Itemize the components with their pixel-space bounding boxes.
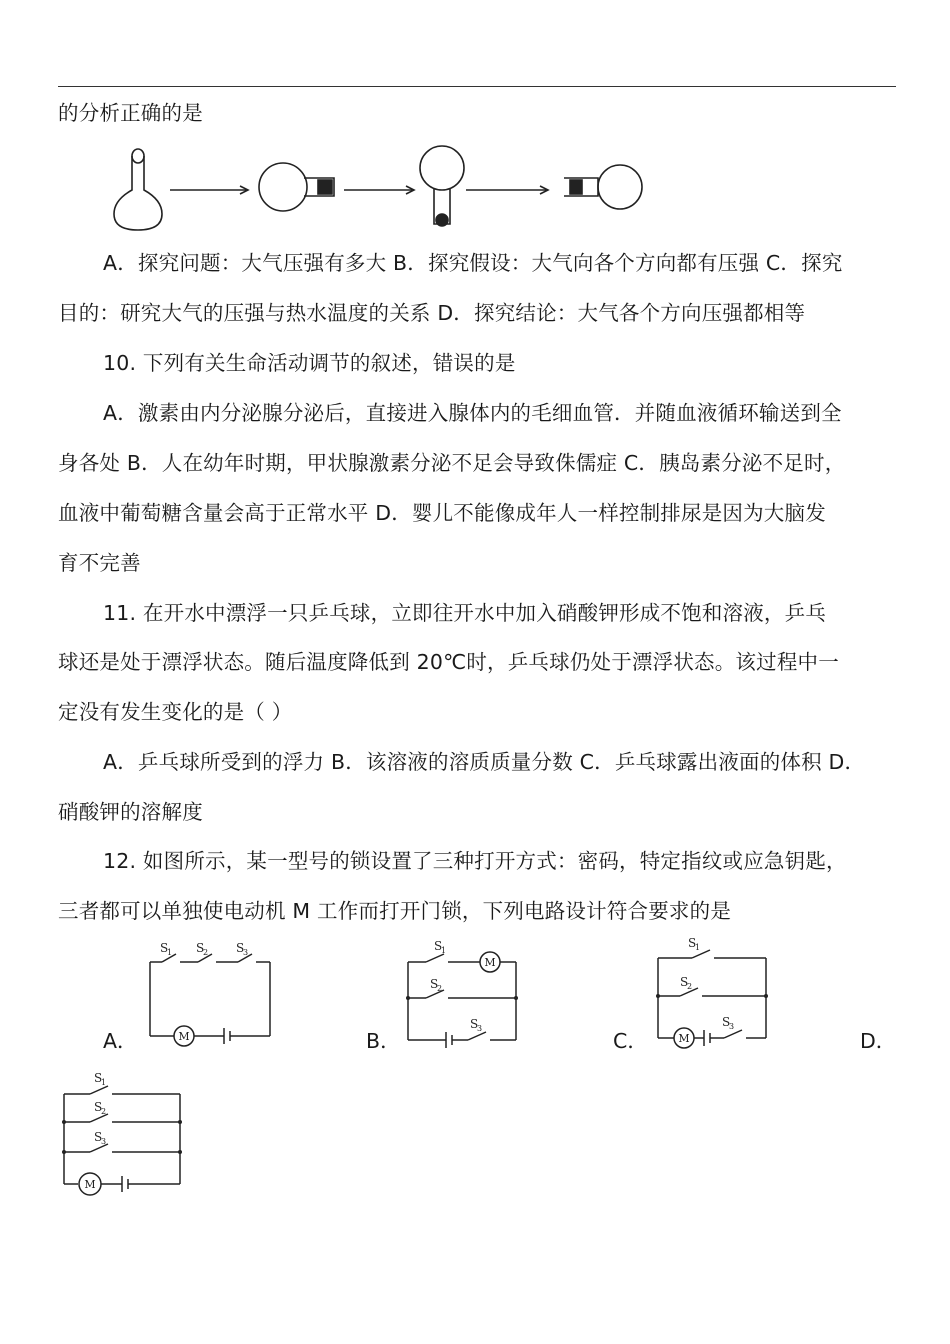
q11-option-line-1: A．乒乓球所受到的浮力 B．该溶液的溶质质量分数 C．乒乓球露出液面的体积 D． (103, 750, 866, 774)
svg-text:S: S (680, 975, 689, 989)
q10-option-line-4: 育不完善 (58, 551, 141, 575)
svg-text:2: 2 (203, 948, 209, 957)
q10-option-line-2: 身各处 B．人在幼年时期，甲状腺激素分泌不足会导致侏儒症 C．胰岛素分泌不足时， (58, 451, 846, 475)
intro-tail: 的分析正确的是 (58, 101, 203, 125)
flask-experiment-figure (108, 142, 648, 234)
q11-stem-line-1: 11. 在开水中漂浮一只乒乓球，立即往开水中加入硝酸钾形成不饱和溶液，乒乓 (103, 601, 827, 625)
q12-option-a-label: A． (103, 1029, 138, 1053)
svg-text:S: S (236, 941, 245, 955)
svg-text:3: 3 (101, 1137, 107, 1146)
circuit-b-diagram (400, 936, 525, 1050)
q12-stem-line-1: 12. 如图所示，某一型号的锁设置了三种打开方式：密码，特定指纹或应急钥匙， (103, 849, 847, 873)
svg-text:1: 1 (441, 946, 447, 955)
svg-text:S: S (94, 1071, 103, 1085)
svg-text:2: 2 (437, 984, 443, 993)
svg-text:S: S (94, 1100, 103, 1114)
q10-stem: 10. 下列有关生命活动调节的叙述，错误的是 (103, 351, 516, 375)
header-rule (58, 86, 896, 87)
svg-text:S: S (196, 941, 205, 955)
svg-text:S: S (722, 1015, 731, 1029)
svg-text:1: 1 (101, 1078, 107, 1087)
q9-option-line-2: 目的：研究大气的压强与热水温度的关系 D．探究结论：大气各个方向压强都相等 (58, 301, 806, 325)
q9-option-line-1: A．探究问题：大气压强有多大 B．探究假设：大气向各个方向都有压强 C．探究 (103, 251, 843, 275)
q12-option-c-label: C． (613, 1029, 648, 1053)
circuit-c-diagram (650, 934, 774, 1050)
svg-text:S: S (160, 941, 169, 955)
svg-text:S: S (430, 977, 439, 991)
q12-option-d-label: D． (860, 1029, 897, 1053)
q11-option-line-2: 硝酸钾的溶解度 (58, 800, 203, 824)
circuit-a-diagram (140, 938, 280, 1048)
circuit-b-motor-label: M (484, 956, 496, 969)
q11-stem-line-3: 定没有发生变化的是（ ） (58, 700, 293, 724)
svg-text:1: 1 (167, 948, 173, 957)
svg-text:S: S (470, 1017, 479, 1031)
svg-text:2: 2 (687, 982, 693, 991)
circuit-d-motor-label: M (84, 1178, 96, 1191)
circuit-a-motor-label: M (178, 1030, 190, 1043)
svg-text:3: 3 (729, 1022, 735, 1031)
svg-text:S: S (434, 939, 443, 953)
svg-text:1: 1 (695, 943, 701, 952)
q10-option-line-1: A．激素由内分泌腺分泌后，直接进入腺体内的毛细血管．并随血液循环输送到全 (103, 401, 842, 425)
svg-text:S: S (688, 936, 697, 950)
q10-option-line-3: 血液中葡萄糖含量会高于正常水平 D．婴儿不能像成年人一样控制排尿是因为大脑发 (58, 501, 826, 525)
svg-text:2: 2 (101, 1107, 107, 1116)
q12-option-b-label: B． (366, 1029, 401, 1053)
svg-text:3: 3 (243, 948, 249, 957)
circuit-c-motor-label: M (678, 1032, 690, 1045)
q12-stem-line-2: 三者都可以单独使电动机 M 工作而打开门锁，下列电路设计符合要求的是 (58, 899, 732, 923)
circuit-d-diagram (56, 1068, 188, 1198)
q11-stem-line-2: 球还是处于漂浮状态。随后温度降低到 20℃时，乒乓球仍处于漂浮状态。该过程中一 (58, 650, 839, 674)
svg-text:S: S (94, 1130, 103, 1144)
svg-text:3: 3 (477, 1024, 483, 1033)
